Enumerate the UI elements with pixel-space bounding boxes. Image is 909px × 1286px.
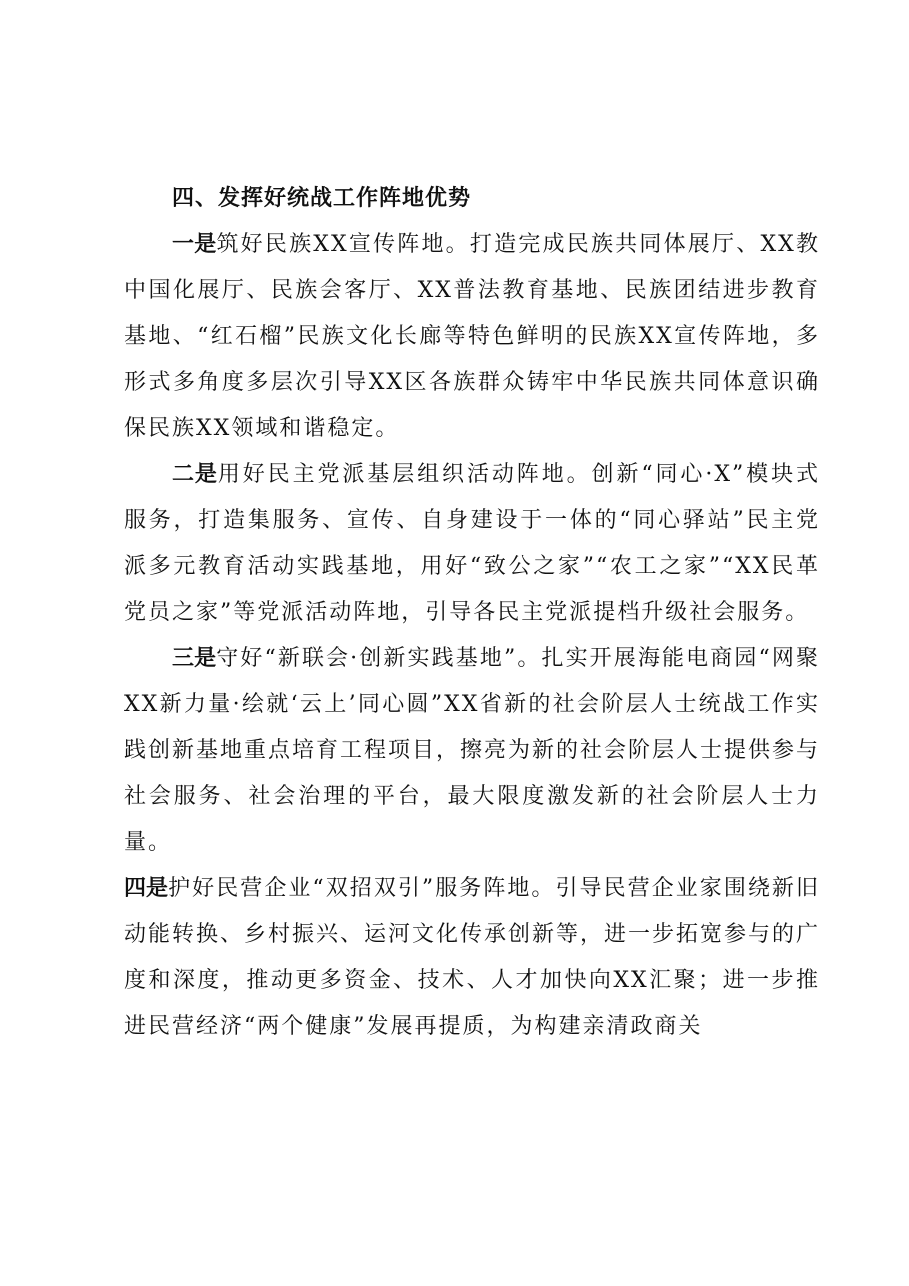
paragraph-1-text: 筑好民族XX宣传阵地。打造完成民族共同体展厅、XX教中国化展厅、民族会客厅、XX普法教育基地、民族团结进步教育基地、“红石榴”民族文化长廊等特色鲜明的民族XX宣传阵地，多形式多角度多层次引导XX区各族群众铸牢中华民族共同体意识确保民族XX领域和谐稳定。 — [124, 232, 820, 441]
paragraph-3 — [124, 636, 820, 866]
paragraph-1 — [124, 222, 820, 452]
paragraph-2-lead: 二是 — [172, 462, 218, 487]
paragraph-3-text: 守好“新联会·创新实践基地”。扎实开展海能电商园“网聚XX新力量·绘就‘云上’同心圆”XX省新的社会阶层人士统战工作实践创新基地重点培育工程项目，擦亮为新的社会阶层人士提供参与社会服务、社会治理的平台，最大限度激发新的社会阶层人士力量。 — [124, 646, 821, 855]
paragraph-2 — [124, 452, 820, 636]
paragraph-4-text: 护好民营企业“双招双引”服务阵地。引导民营企业家围绕新旧动能转换、乡村振兴、运河文化传承创新等，进一步拓宽参与的广度和深度，推动更多资金、技术、人才加快向XX汇聚；进一步推进民营经济“两个健康”发展再提质，为构建亲清政商关 — [124, 876, 821, 1039]
paragraph-2-text: 用好民主党派基层组织活动阵地。创新“同心·X”模块式服务，打造集服务、宣传、自身建设于一体的“同心驿站”民主党派多元教育活动实践基地，用好“致公之家”“农工之家”“XX民革党员之家”等党派活动阵地，引导各民主党派提档升级社会服务。 — [124, 462, 820, 625]
paragraph-3-lead: 三是 — [172, 646, 217, 671]
section-heading: 四、发挥好统战工作阵地优势 — [172, 186, 472, 211]
document-body — [124, 176, 820, 1050]
paragraph-4-lead: 四是 — [124, 876, 169, 901]
paragraph-4 — [124, 866, 820, 1050]
paragraph-1-lead: 一是 — [172, 232, 217, 257]
